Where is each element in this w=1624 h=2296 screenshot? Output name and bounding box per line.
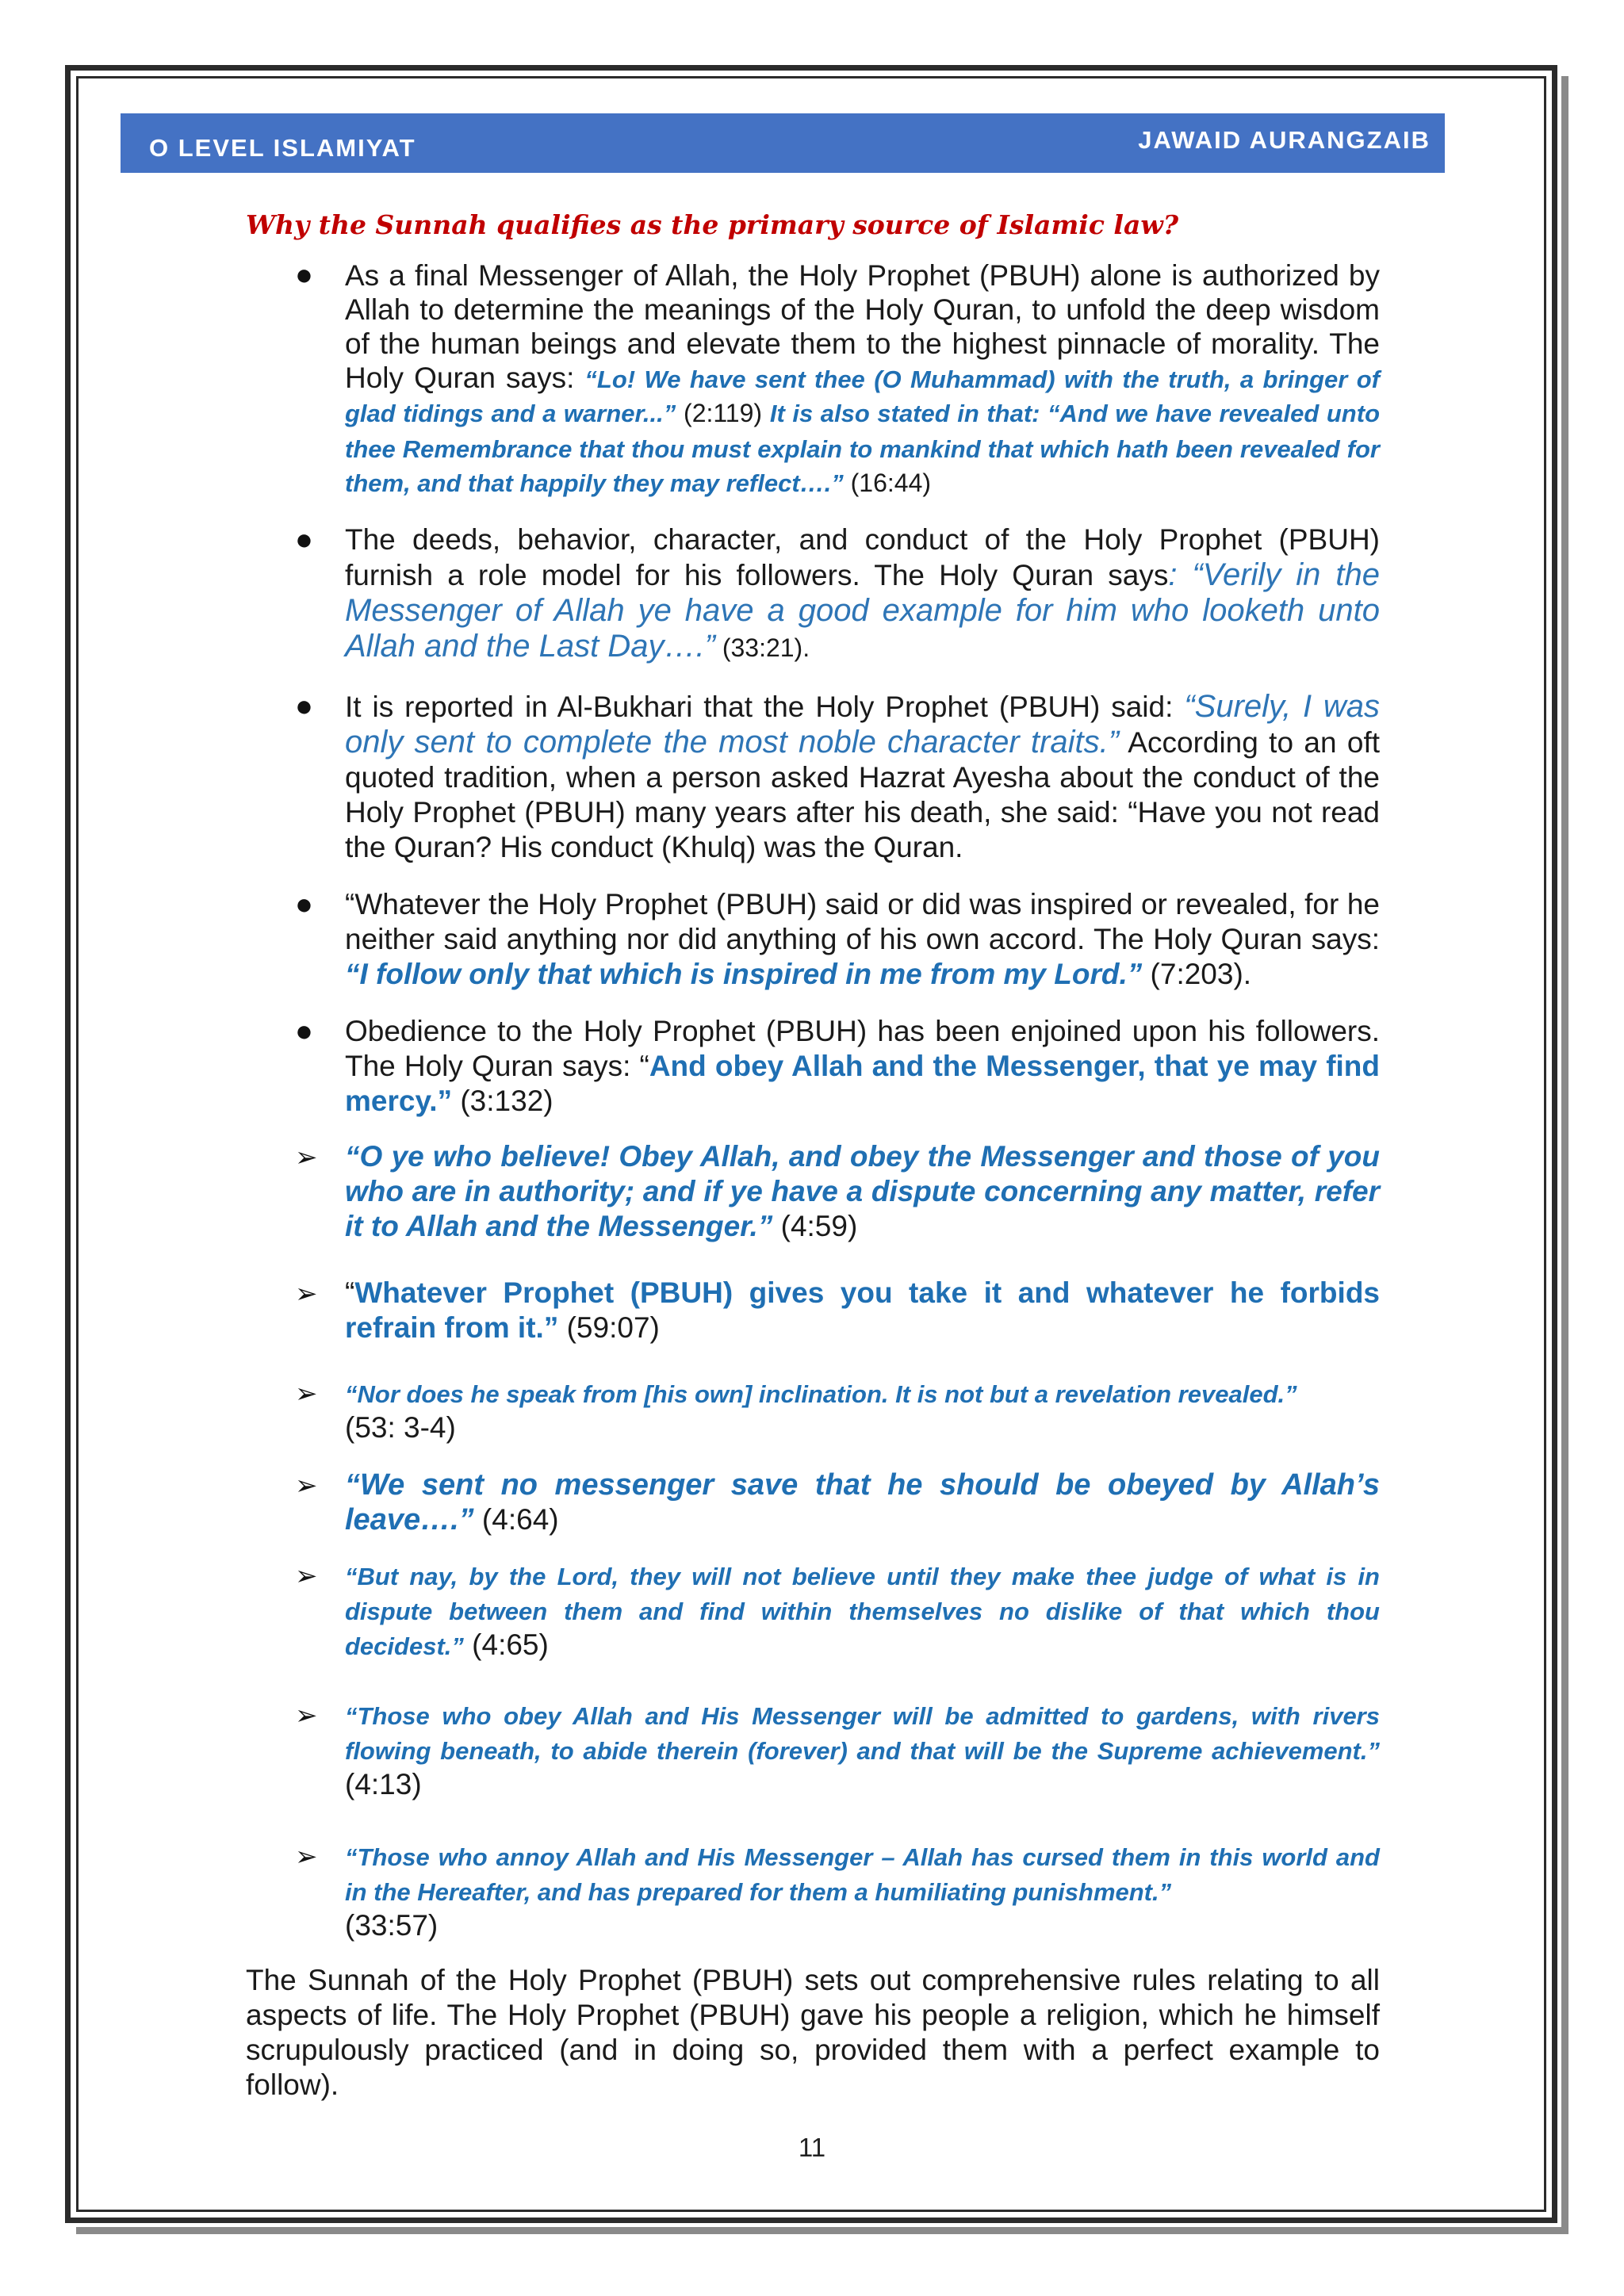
quran-quote: “O ye who believe! Obey Allah, and obey the Messenger and those of you who are in authority; and if ye have a dispute concerning any matter, refer it to Allah and the Messenger.” <box>345 1140 1380 1242</box>
list-item <box>246 1558 1380 1663</box>
verse-reference: (59:07) <box>558 1311 660 1344</box>
header-author: JAWAID AURANGZAIB <box>1138 125 1431 154</box>
quran-quote: “Nor does he speak from [his own] inclination. It is not but a revelation revealed.” <box>345 1380 1297 1408</box>
verse-reference: (16:44) <box>843 469 932 497</box>
verse-reference: (3:132) <box>452 1085 553 1117</box>
quran-quote: “We sent no messenger save that he should be obeyed by Allah’s leave….” <box>345 1468 1380 1536</box>
bullet-icon: ● <box>295 1015 313 1048</box>
quran-quote: And obey Allah and the Messenger, that ye may find mercy.” <box>345 1050 1381 1117</box>
verse-reference: (7:203). <box>1142 958 1252 990</box>
bullet-icon: ● <box>295 690 313 723</box>
arrow-bullet-icon: ➢ <box>295 1701 318 1731</box>
quran-quote: “Those who obey Allah and His Messenger will be admitted to gardens, with rivers flowing beneath, to abide therein (forever) and that will be the Supreme achievement.” <box>345 1702 1380 1765</box>
list-item: ● “Whatever the Holy Prophet (PBUH) said or did was inspired or revealed, for he neither said anything nor did anything of his own accord. The Holy Quran says: “I follow only that which is inspired in me from my Lord.” (7:203). <box>295 888 1380 990</box>
verse-reference: (4:13) <box>345 1768 422 1800</box>
verse-reference: (4:59) <box>772 1210 858 1242</box>
arrow-bullet-icon: ➢ <box>295 1471 318 1501</box>
bullet-icon: ● <box>295 258 313 292</box>
list-item <box>246 1839 1380 1943</box>
hadith-quote: “Surely, I was only sent to complete the most noble character traits.” <box>345 689 1381 760</box>
list-item: ● Obedience to the Holy Prophet (PBUH) has been enjoined upon his followers. The Holy Quran says: “And obey Allah and the Messenger, that ye may find mercy.” (3:132) <box>295 1015 1381 1117</box>
page-number: 11 <box>798 2133 826 2162</box>
verse-reference: (53: 3-4) <box>345 1411 456 1444</box>
verse-reference: (33:57) <box>345 1909 439 1942</box>
bullet-icon: ● <box>295 523 313 557</box>
quran-quote: “Those who annoy Allah and His Messenger – Allah has cursed them in this world and in the Hereafter, and has prepared for them a humiliating punishment.” <box>345 1843 1380 1906</box>
verse-reference: (2:119) <box>676 399 770 427</box>
verse-reference: (4:65) <box>463 1628 549 1661</box>
arrow-bullet-icon: ➢ <box>295 1142 318 1173</box>
list-item: ● As a final Messenger of Allah, the Holy Prophet (PBUH) alone is authorized by Allah to determine the meanings of the Holy Quran, to unfold the deep wisdom of the human beings and elevate them to the highest pinnacle of morality. The Holy Quran says: “Lo! We have sent thee (O Muhammad) with the truth, a bringer of glad tidings and a warner...” (2:119) It is also stated in that: “And we have revealed unto thee Remembrance that thou must explain to mankind that which hath been revealed for them, and that happily they may reflect….” (16:44) <box>295 258 1381 497</box>
hadith-quote: Whatever Prophet (PBUH) gives you take it and whatever he forbids refrain from it.” <box>345 1276 1380 1344</box>
list-item <box>246 1697 1380 1802</box>
list-item <box>246 1139 1380 1244</box>
quran-quote: : “Verily in the Messenger of Allah ye have a good example for him who looketh unto Allah and the Last Day….” <box>345 557 1381 664</box>
section-heading: Why the Sunnah qualifies as the primary source of Islamic law? <box>246 209 1179 240</box>
verse-reference: (33:21). <box>714 633 810 662</box>
closing-paragraph: The Sunnah of the Holy Prophet (PBUH) sets out comprehensive rules relating to all aspects of life. The Holy Prophet (PBUH) gave his people a religion, which he himself scrupulously practiced (and in doing so, provided them with a perfect example to follow). <box>246 1964 1380 2101</box>
list-item: ● It is reported in Al-Bukhari that the Holy Prophet (PBUH) said: “Surely, I was only sent to complete the most noble character traits.” According to an oft quoted tradition, when a person asked Hazrat Ayesha about the conduct of the Holy Prophet (PBUH) many years after his death, she said: “Have you not read the Quran? His conduct (Khulq) was the Quran. <box>295 689 1381 863</box>
page-header <box>121 113 1445 173</box>
list-item <box>246 1376 1380 1445</box>
header-course-title: O LEVEL ISLAMIYAT <box>149 133 416 162</box>
arrow-bullet-icon: ➢ <box>295 1561 318 1591</box>
arrow-bullet-icon: ➢ <box>295 1842 318 1872</box>
list-item <box>246 1468 1380 1537</box>
bullet-list <box>246 258 1380 1943</box>
quran-quote: “Lo! We have sent thee (O Muhammad) with the truth, a bringer of glad tidings and a warner...” <box>345 365 1380 427</box>
verse-reference: (4:64) <box>473 1503 559 1536</box>
quran-quote: “But nay, by the Lord, they will not believe until they make thee judge of what is in dispute between them and find within themselves no dislike of that which thou decidest.” <box>345 1563 1380 1660</box>
document-body <box>246 208 1380 2103</box>
arrow-bullet-icon: ➢ <box>295 1279 318 1309</box>
quran-quote: It is also stated in that: “And we have revealed unto thee Remembrance that thou must explain to mankind that which hath been revealed for them, and that happily they may reflect….” <box>345 400 1381 497</box>
list-item: ● The deeds, behavior, character, and conduct of the Holy Prophet (PBUH) furnish a role model for his followers. The Holy Quran says: “Verily in the Messenger of Allah ye have a good example for him who looketh unto Allah and the Last Day….” (33:21). <box>295 523 1381 664</box>
bullet-icon: ● <box>295 888 313 921</box>
quran-quote: “I follow only that which is inspired in me from my Lord.” <box>345 958 1143 990</box>
arrow-bullet-icon: ➢ <box>295 1379 318 1409</box>
list-item: ➢ “Whatever Prophet (PBUH) gives you take it and whatever he forbids refrain from it.” (59:07) <box>295 1276 1380 1344</box>
